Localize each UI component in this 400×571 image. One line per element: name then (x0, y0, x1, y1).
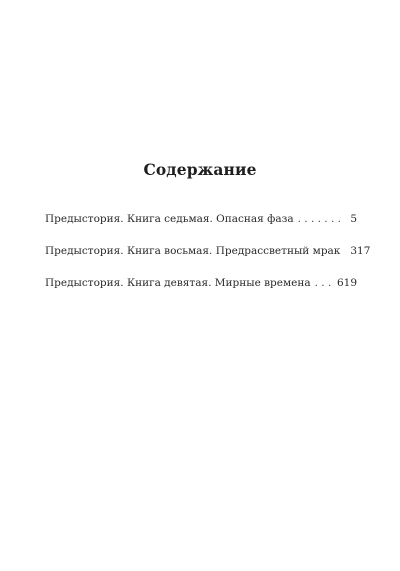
toc-entry-page-number: 5 (350, 213, 357, 225)
toc-entry-page-number: 317 (350, 245, 371, 257)
dot-leader (298, 212, 341, 226)
table-of-contents-list (45, 212, 371, 308)
table-of-contents-title: Содержание (143, 160, 257, 179)
toc-entry-page-number: 619 (336, 277, 357, 289)
toc-entry-book-nine[interactable] (45, 276, 357, 308)
toc-entry-book-eight[interactable] (45, 244, 371, 276)
toc-entry-title: Предыстория. Книга девятая. Мирные времена (45, 277, 311, 289)
toc-entry-title: Предыстория. Книга седьмая. Опасная фаза (45, 213, 294, 225)
toc-entry-title: Предыстория. Книга восьмая. Предрассветный мрак (45, 245, 341, 257)
toc-entry-book-seven[interactable] (45, 212, 357, 244)
dot-leader (315, 276, 331, 290)
